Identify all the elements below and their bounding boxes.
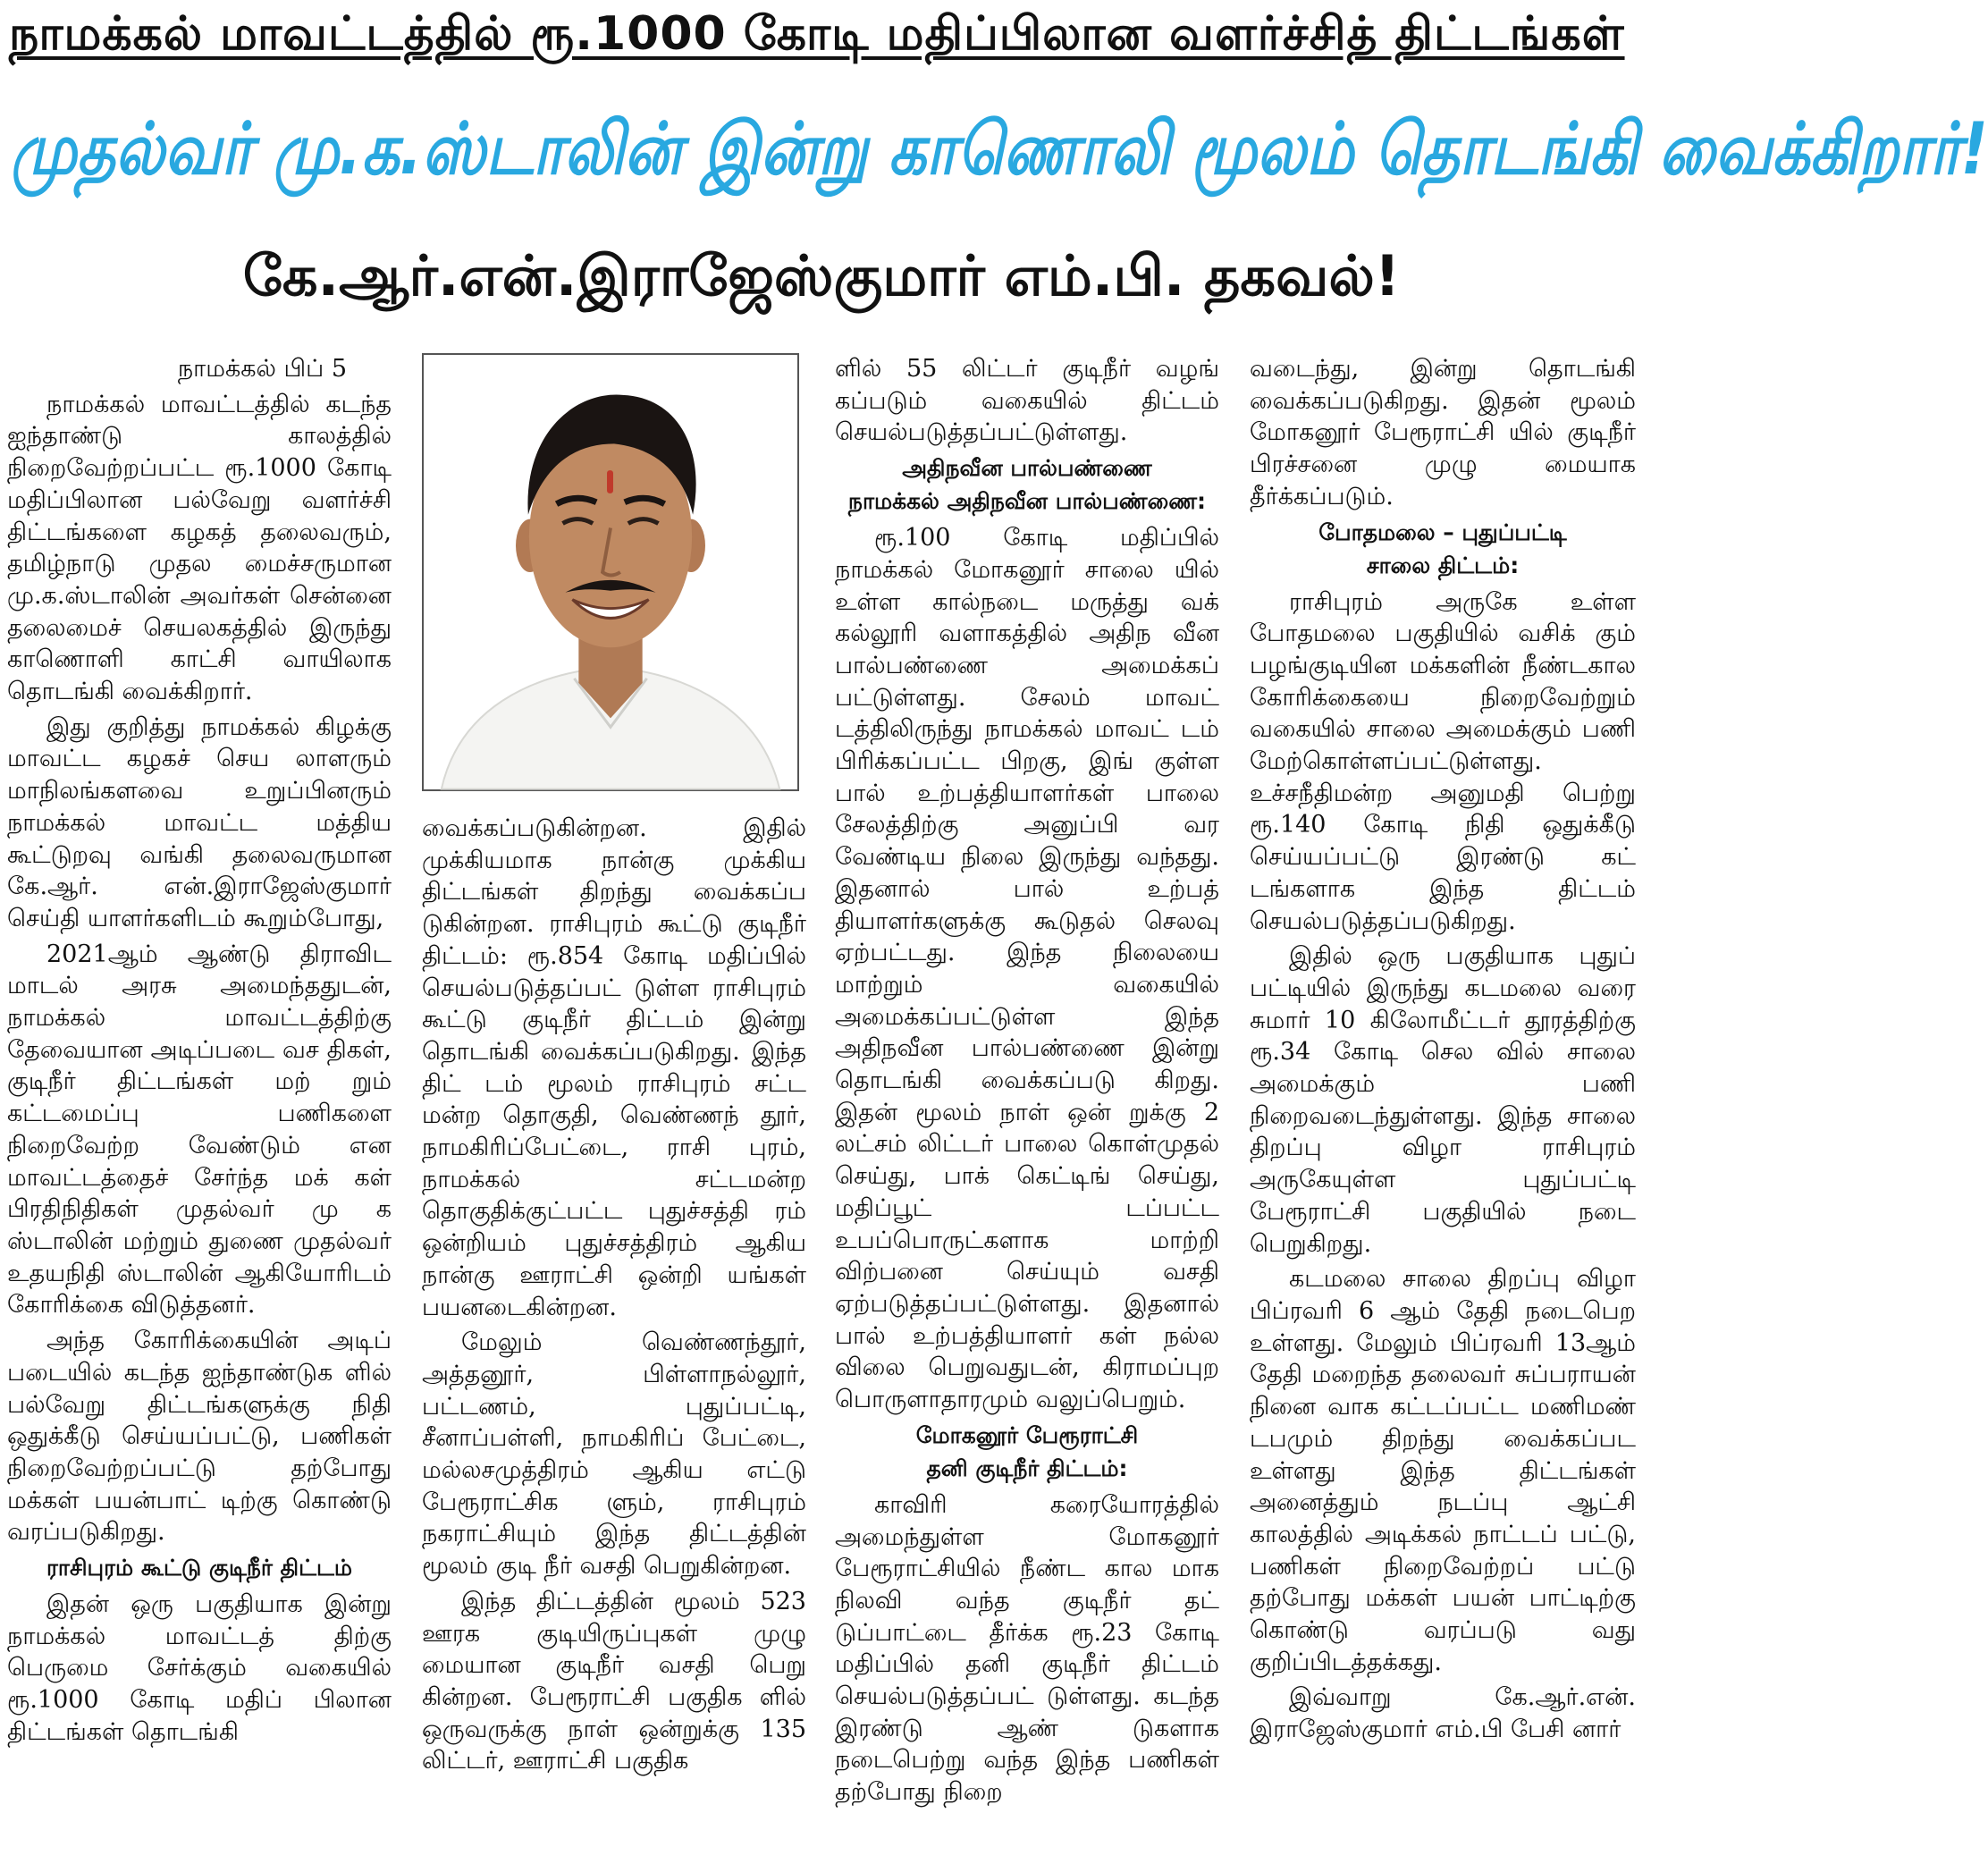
paragraph: காவிரி கரையோரத்தில் அமைந்துள்ள மோகனூர் பேரூராட்சியில் நீண்ட கால மாக நிலவி வந்த குடிநீர் தட் டுப்பாட்டை தீர்க்க ரூ.23 கோடி மதிப்பில் தனி குடிநீர் திட்டம் செயல்படுத்தப்பட் டுள்ளது. கடந்த இரண்டு ஆண் டுகளாக நடைபெற்று வந்த இந்த பணிகள் தற்போது நிறை <box>835 1490 1219 1807</box>
paragraph: இதன் ஒரு பகுதியாக இன்று நாமக்கல் மாவட்டத் திற்கு பெருமை சேர்க்கும் வகையில் ரூ.1000 கோடி மதிப் பிலான திட்டங்கள் தொடங்கி <box>7 1590 392 1746</box>
article-column-1 <box>7 353 392 1872</box>
section-heading: போதமலை – புதுப்பட்டி <box>1318 519 1567 545</box>
section-heading: சாலை திட்டம்: <box>1366 552 1520 578</box>
sub-headline: கே.ஆர்.என்.இராஜேஸ்குமார் எம்.பி. தகவல்! <box>242 243 1401 308</box>
section-heading: நாமக்கல் அதிநவீன பால்பண்ணை: <box>847 488 1207 515</box>
section-heading: ராசிபுரம் கூட்டு குடிநீர் திட்டம் <box>46 1555 353 1581</box>
paragraph: இது குறித்து நாமக்கல் கிழக்கு மாவட்ட கழகச் செய லாளரும் மாநிலங்களவை உறுப்பினரும் நாமக்கல் மாவட்ட மத்திய கூட்டுறவு வங்கி தலைவருமான கே.ஆர். என்.இராஜேஸ்குமார் செய்தி யாளர்களிடம் கூறும்போது, <box>7 713 392 932</box>
dateline: நாமக்கல் பிப் 5 <box>177 355 347 383</box>
section-heading: தனி குடிநீர் திட்டம்: <box>926 1455 1128 1481</box>
kicker-heading: நாமக்கல் மாவட்டத்தில் ரூ.1000 கோடி மதிப்பிலான வளர்ச்சித் திட்டங்கள் <box>9 7 1625 61</box>
article-column-2 <box>422 353 806 1872</box>
paragraph: மேலும் வெண்ணந்தூர், அத்தனூர், பிள்ளாநல்லூர், பட்டணம், புதுப்பட்டி, சீனாப்பள்ளி, நாமகிரிப் பேட்டை, மல்லசமுத்திரம் ஆகிய எட்டு பேரூராட்சிக ளும், ராசிபுரம் நகராட்சியும் இந்த திட்டத்தின் மூலம் குடி நீர் வசதி பெறுகின்றன. <box>422 1328 806 1581</box>
person-portrait-icon <box>424 355 797 789</box>
paragraph: வடைந்து, இன்று தொடங்கி வைக்கப்படுகிறது. இதன் மூலம் மோகனூர் பேரூராட்சி யில் குடிநீர் பிரச்சனை முழு மையாக தீர்க்கப்படும். <box>1250 355 1636 510</box>
section-heading: மோகனூர் பேரூராட்சி <box>915 1421 1139 1448</box>
section-heading: அதிநவீன பால்பண்ணை <box>902 455 1152 482</box>
paragraph: கடமலை சாலை திறப்பு விழா பிப்ரவரி 6 ஆம் தேதி நடைபெற உள்ளது. மேலும் பிப்ரவரி 13ஆம் தேதி மறைந்த தலைவர் சுப்பராயன் நினை வாக கட்டப்பட்ட மணிமண் டபமும் திறந்து வைக்கப்பட உள்ளது இந்த திட்டங்கள் அனைத்தும் நடப்பு ஆட்சி காலத்தில் அடிக்கல் நாட்டப் பட்டு, பணிகள் நிறைவேற்றப் பட்டு தற்போது மக்கள் பயன் பாட்டிற்கு கொண்டு வரப்படு வது குறிப்பிடத்தக்கது. <box>1250 1265 1636 1676</box>
article-column-3 <box>835 353 1219 1872</box>
paragraph: 2021ஆம் ஆண்டு திராவிட மாடல் அரசு அமைந்ததுடன், நாமக்கல் மாவட்டத்திற்கு தேவையான அடிப்படை வச திகள், குடிநீர் திட்டங்கள் மற் றும் கட்டமைப்பு பணிகளை நிறைவேற்ற வேண்டும் என மாவட்டத்தைச் சேர்ந்த மக் கள் பிரதிநிதிகள் முதல்வர் மு க ஸ்டாலின் மற்றும் துணை முதல்வர் உதயநிதி ஸ்டாலின் ஆகியோரிடம் கோரிக்கை விடுத்தனர். <box>7 940 392 1320</box>
main-headline: முதல்வர் மு.க.ஸ்டாலின் இன்று காணொலி மூலம் தொடங்கி வைக்கிறார்! <box>11 107 1988 190</box>
article-column-4 <box>1250 353 1636 1872</box>
paragraph: இவ்வாறு கே.ஆர்.என். இராஜேஸ்குமார் எம்.பி பேசி னார் <box>1250 1683 1636 1744</box>
paragraph: வைக்கப்படுகின்றன. இதில் முக்கியமாக நான்கு முக்கிய திட்டங்கள் திறந்து வைக்கப்ப டுகின்றன. ராசிபுரம் கூட்டு குடிநீர் திட்டம்: ரூ.854 கோடி மதிப்பில் செயல்படுத்தப்பட் டுள்ள ராசிபுரம் கூட்டு குடிநீர் திட்டம் இன்று தொடங்கி வைக்கப்படுகிறது. இந்த திட் டம் மூலம் ராசிபுரம் சட்ட மன்ற தொகுதி, வெண்ணந் தூர், நாமகிரிப்பேட்டை, ராசி புரம், நாமக்கல் சட்டமன்ற தொகுதிக்குட்பட்ட புதுச்சத்தி ரம் ஒன்றியம் புதுச்சத்திரம் ஆகிய நான்கு ஊராட்சி ஒன்றி யங்கள் பயனடைகின்றன. <box>422 814 806 1321</box>
paragraph: அந்த கோரிக்கையின் அடிப் படையில் கடந்த ஐந்தாண்டுக ளில் பல்வேறு திட்டங்களுக்கு நிதி ஒதுக்கீடு செய்யப்பட்டு, பணிகள் நிறைவேற்றப்பட்டு தற்போது மக்கள் பயன்பாட் டிற்கு கொண்டு வரப்படுகிறது. <box>7 1327 392 1547</box>
paragraph: ராசிபுரம் அருகே உள்ள போதமலை பகுதியில் வசிக் கும் பழங்குடியின மக்களின் நீண்டகால கோரிக்கையை நிறைவேற்றும் வகையில் சாலை அமைக்கும் பணி மேற்கொள்ளப்பட்டுள்ளது. உச்சநீதிமன்ற அனுமதி பெற்று ரூ.140 கோடி நிதி ஒதுக்கீடு செய்யப்பட்டு இரண்டு கட் டங்களாக இந்த திட்டம் செயல்படுத்தப்படுகிறது. <box>1250 587 1636 935</box>
paragraph: ரூ.100 கோடி மதிப்பில் நாமக்கல் மோகனூர் சாலை யில் உள்ள கால்நடை மருத்து வக் கல்லூரி வளாகத்தில் அதிந வீன பால்பண்ணை அமைக்கப் பட்டுள்ளது. சேலம் மாவட் டத்திலிருந்து நாமக்கல் மாவட் டம் பிரிக்கப்பட்ட பிறகு, இங் குள்ள பால் உற்பத்தியாளர்கள் பாலை சேலத்திற்கு அனுப்பி வர வேண்டிய நிலை இருந்து வந்தது. இதனால் பால் உற்பத் தியாளர்களுக்கு கூடுதல் செலவு ஏற்பட்டது. இந்த நிலையை மாற்றும் வகையில் அமைக்கப்பட்டுள்ள இந்த அதிநவீன பால்பண்ணை இன்று தொடங்கி வைக்கப்படு கிறது. இதன் மூலம் நாள் ஒன் றுக்கு 2 லட்சம் லிட்டர் பாலை கொள்முதல் செய்து, பாக் கெட்டிங் செய்து, மதிப்பூட் டப்பட்ட உபப்பொருட்களாக மாற்றி விற்பனை செய்யும் வசதி ஏற்படுத்தப்பட்டுள்ளது. இதனால் பால் உற்பத்தியாளர் கள் நல்ல விலை பெறுவதுடன், கிராமப்புற பொருளாதாரமும் வலுப்பெறும். <box>835 524 1219 1414</box>
paragraph: நாமக்கல் மாவட்டத்தில் கடந்த ஐந்தாண்டு காலத்தில் நிறைவேற்றப்பட்ட ரூ.1000 கோடி மதிப்பிலான பல்வேறு வளர்ச்சி திட்டங்களை கழகத் தலைவரும், தமிழ்நாடு முதல மைச்சருமான மு.க.ஸ்டாலின் அவர்கள் சென்னை தலைமைச் செயலகத்தில் இருந்து காணொளி காட்சி வாயிலாக தொடங்கி வைக்கிறார். <box>7 390 392 706</box>
paragraph: இந்த திட்டத்தின் மூலம் 523 ஊரக குடியிருப்புகள் முழு மையான குடிநீர் வசதி பெறு கின்றன. பேரூராட்சி பகுதிக ளில் ஒருவருக்கு நாள் ஒன்றுக்கு 135 லிட்டர், ஊராட்சி பகுதிக <box>422 1587 806 1775</box>
portrait-photo <box>422 353 799 791</box>
paragraph: இதில் ஒரு பகுதியாக புதுப் பட்டியில் இருந்து கடமலை வரை சுமார் 10 கிலோமீட்டர் தூரத்திற்கு ரூ.34 கோடி செல வில் சாலை அமைக்கும் பணி நிறைவடைந்துள்ளது. இந்த சாலை திறப்பு விழா ராசிபுரம் அருகேயுள்ள புதுப்பட்டி பேரூராட்சி பகுதியில் நடை பெறுகிறது. <box>1250 942 1636 1258</box>
paragraph: ளில் 55 லிட்டர் குடிநீர் வழங் கப்படும் வகையில் திட்டம் செயல்படுத்தப்பட்டுள்ளது. <box>835 355 1219 447</box>
